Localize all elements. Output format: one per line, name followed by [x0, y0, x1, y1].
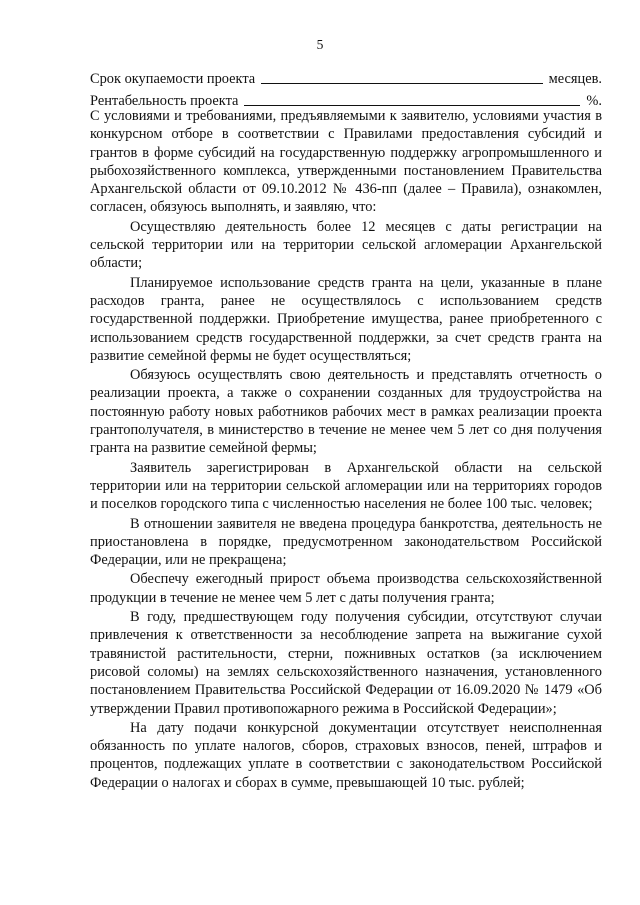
- declaration-item-fire-safety: В году, предшествующем году получения субсидии, отсутствуют случаи привлечения к ответственности за несоблюдение запрета на выжигание сухой травянистой растительности, стерни, пожнивных остатков (за исключением рисовой соломы) на землях сельскохозяйственного назначения, установленного постановлением Правительства Российской Федерации от 16.09.2020 № 1479 «Об утверждении Правил противопожарного режима в Российской Федерации»;: [90, 609, 602, 717]
- profitability-unit: %.: [586, 92, 602, 109]
- payback-period-field: [90, 66, 602, 88]
- payback-period-unit: месяцев.: [548, 70, 602, 87]
- declaration-item-bankruptcy: В отношении заявителя не введена процедура банкротства, деятельность не приостановлена в порядке, предусмотренном законодательством Российской Федерации, или не прекращена;: [90, 515, 602, 569]
- declaration-item-grant-use: Планируемое использование средств гранта на цели, указанные в плане расходов гранта, ранее не осуществлялось с использованием средств государственной поддержки. Приобретение имущества, ранее приобретенного с использованием средств государственной поддержки, за счет средств гранта на развитие семейной фермы не будет осуществляться;: [90, 274, 602, 364]
- project-fields: [90, 66, 602, 110]
- profitability-blank[interactable]: [244, 104, 580, 106]
- declaration-intro: С условиями и требованиями, предъявляемыми к заявителю, условиями участия в конкурсном отборе в соответствии с Правилами предоставления субсидий и грантов в форме субсидий на государственную поддержку агропромышленного и рыбохозяйственного комплекса, утвержденными постановлением Правительства Архангельской области от 09.10.2012 № 436-пп (далее – Правила), ознакомлен, согласен, обязуюсь выполнять, и заявляю, что:: [90, 108, 602, 216]
- page-number: 5: [316, 37, 324, 52]
- declaration-item-registration: Осуществляю деятельность более 12 месяцев с даты регистрации на сельской территории или на территории сельской агломерации Архангельской области;: [90, 218, 602, 272]
- declaration-item-tax-debt: На дату подачи конкурсной документации отсутствует неисполненная обязанность по уплате налогов, сборов, страховых взносов, пеней, штрафов и процентов, подлежащих уплате в соответствии с законодательством Российской Федерации о налогах и сборах в сумме, превышающей 10 тыс. рублей;: [90, 719, 602, 791]
- declaration-item-reporting: Обязуюсь осуществлять свою деятельность и представлять отчетность о реализации проекта, а также о сохранении созданных для трудоустройства на постоянную работу новых работников рабочих мест в рамках реализации проекта грантополучателя, в министерство в течение не менее чем 5 лет со дня получения гранта на развитие семейной фермы;: [90, 367, 602, 457]
- payback-period-blank[interactable]: [261, 82, 542, 84]
- payback-period-label: Срок окупаемости проекта: [90, 70, 256, 87]
- profitability-label: Рентабельность проекта: [90, 92, 239, 109]
- declaration-item-territory: Заявитель зарегистрирован в Архангельской области на сельской территории или на территории сельской агломерации или на территориях городов и поселков городского типа с численностью населения не более 100 тыс. человек;: [90, 459, 602, 513]
- declaration-body: [90, 107, 602, 792]
- declaration-item-production-growth: Обеспечу ежегодный прирост объема производства сельскохозяйственной продукции в течение не менее чем 5 лет с даты получения гранта;: [90, 571, 602, 606]
